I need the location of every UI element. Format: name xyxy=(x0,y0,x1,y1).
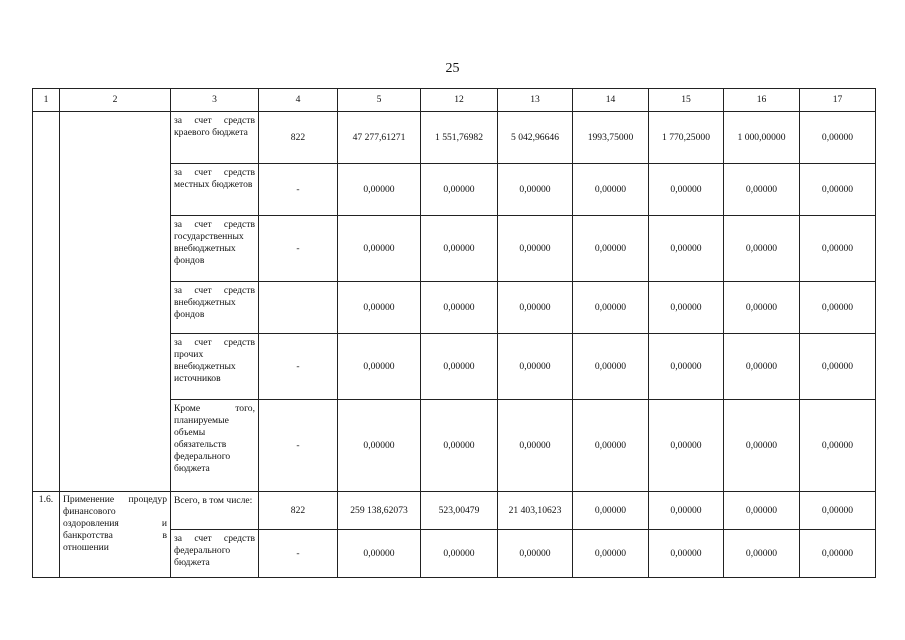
value-cell: 0,00000 xyxy=(498,400,573,492)
value-cell: 523,00479 xyxy=(421,492,498,530)
row-number-cell xyxy=(33,112,60,492)
value-cell: 0,00000 xyxy=(498,164,573,216)
funding-source-cell: за счет средств государственных внебюджетных фондов xyxy=(171,216,259,282)
value-cell: 0,00000 xyxy=(724,216,800,282)
code-cell: - xyxy=(259,530,338,578)
column-header: 5 xyxy=(338,89,421,112)
value-cell: 47 277,61271 xyxy=(338,112,421,164)
table-header-row xyxy=(33,89,876,112)
value-cell: 0,00000 xyxy=(800,216,876,282)
value-cell: 0,00000 xyxy=(724,530,800,578)
value-cell: 5 042,96646 xyxy=(498,112,573,164)
funding-source-cell: за счет средств краевого бюджета xyxy=(171,112,259,164)
value-cell: 0,00000 xyxy=(421,400,498,492)
value-cell: 0,00000 xyxy=(649,282,724,334)
value-cell: 0,00000 xyxy=(649,216,724,282)
table-row xyxy=(33,112,876,164)
value-cell: 1993,75000 xyxy=(573,112,649,164)
value-cell: 0,00000 xyxy=(573,282,649,334)
value-cell: 0,00000 xyxy=(498,334,573,400)
code-cell: - xyxy=(259,334,338,400)
value-cell: 0,00000 xyxy=(649,164,724,216)
row-number-cell: 1.6. xyxy=(33,492,60,578)
column-header: 12 xyxy=(421,89,498,112)
value-cell: 0,00000 xyxy=(800,492,876,530)
column-header: 17 xyxy=(800,89,876,112)
code-cell: - xyxy=(259,400,338,492)
column-header: 13 xyxy=(498,89,573,112)
value-cell: 0,00000 xyxy=(338,282,421,334)
column-header: 4 xyxy=(259,89,338,112)
column-header: 3 xyxy=(171,89,259,112)
value-cell: 1 000,00000 xyxy=(724,112,800,164)
activity-name-cell xyxy=(60,112,171,492)
code-cell: 822 xyxy=(259,112,338,164)
value-cell: 0,00000 xyxy=(649,400,724,492)
value-cell: 0,00000 xyxy=(573,216,649,282)
value-cell: 0,00000 xyxy=(338,216,421,282)
value-cell: 21 403,10623 xyxy=(498,492,573,530)
column-header: 16 xyxy=(724,89,800,112)
value-cell: 0,00000 xyxy=(573,400,649,492)
value-cell: 0,00000 xyxy=(421,164,498,216)
value-cell: 1 551,76982 xyxy=(421,112,498,164)
value-cell: 0,00000 xyxy=(724,164,800,216)
value-cell: 0,00000 xyxy=(724,492,800,530)
value-cell: 0,00000 xyxy=(573,334,649,400)
funding-source-cell: Всего, в том числе: xyxy=(171,492,259,530)
value-cell: 0,00000 xyxy=(338,334,421,400)
value-cell: 0,00000 xyxy=(724,400,800,492)
table-row xyxy=(33,492,876,530)
funding-source-cell: Кроме того, планируемые объемы обязательств федерального бюджета xyxy=(171,400,259,492)
value-cell: 1 770,25000 xyxy=(649,112,724,164)
value-cell: 0,00000 xyxy=(649,530,724,578)
value-cell: 0,00000 xyxy=(724,334,800,400)
value-cell: 0,00000 xyxy=(338,164,421,216)
funding-source-cell: за счет средств прочих внебюджетных источников xyxy=(171,334,259,400)
value-cell: 0,00000 xyxy=(800,400,876,492)
value-cell: 259 138,62073 xyxy=(338,492,421,530)
value-cell: 0,00000 xyxy=(421,530,498,578)
code-cell xyxy=(259,282,338,334)
activity-name-cell: Применение процедур финансового оздоровления и банкротства в отношении xyxy=(60,492,171,578)
page-number: 25 xyxy=(445,61,460,76)
value-cell: 0,00000 xyxy=(498,216,573,282)
column-header: 1 xyxy=(33,89,60,112)
code-cell: - xyxy=(259,164,338,216)
value-cell: 0,00000 xyxy=(649,492,724,530)
value-cell: 0,00000 xyxy=(338,400,421,492)
value-cell: 0,00000 xyxy=(800,530,876,578)
value-cell: 0,00000 xyxy=(338,530,421,578)
funding-source-cell: за счет средств внебюджетных фондов xyxy=(171,282,259,334)
value-cell: 0,00000 xyxy=(800,164,876,216)
value-cell: 0,00000 xyxy=(800,282,876,334)
value-cell: 0,00000 xyxy=(421,216,498,282)
value-cell: 0,00000 xyxy=(573,530,649,578)
value-cell: 0,00000 xyxy=(498,530,573,578)
value-cell: 0,00000 xyxy=(421,282,498,334)
value-cell: 0,00000 xyxy=(649,334,724,400)
value-cell: 0,00000 xyxy=(573,164,649,216)
value-cell: 0,00000 xyxy=(800,334,876,400)
value-cell: 0,00000 xyxy=(800,112,876,164)
column-header: 2 xyxy=(60,89,171,112)
funding-source-cell: за счет средств местных бюджетов xyxy=(171,164,259,216)
column-header: 14 xyxy=(573,89,649,112)
funding-source-cell: за счет средств федерального бюджета xyxy=(171,530,259,578)
value-cell: 0,00000 xyxy=(724,282,800,334)
value-cell: 0,00000 xyxy=(421,334,498,400)
value-cell: 0,00000 xyxy=(573,492,649,530)
budget-table xyxy=(32,88,876,578)
column-header: 15 xyxy=(649,89,724,112)
value-cell: 0,00000 xyxy=(498,282,573,334)
code-cell: - xyxy=(259,216,338,282)
code-cell: 822 xyxy=(259,492,338,530)
